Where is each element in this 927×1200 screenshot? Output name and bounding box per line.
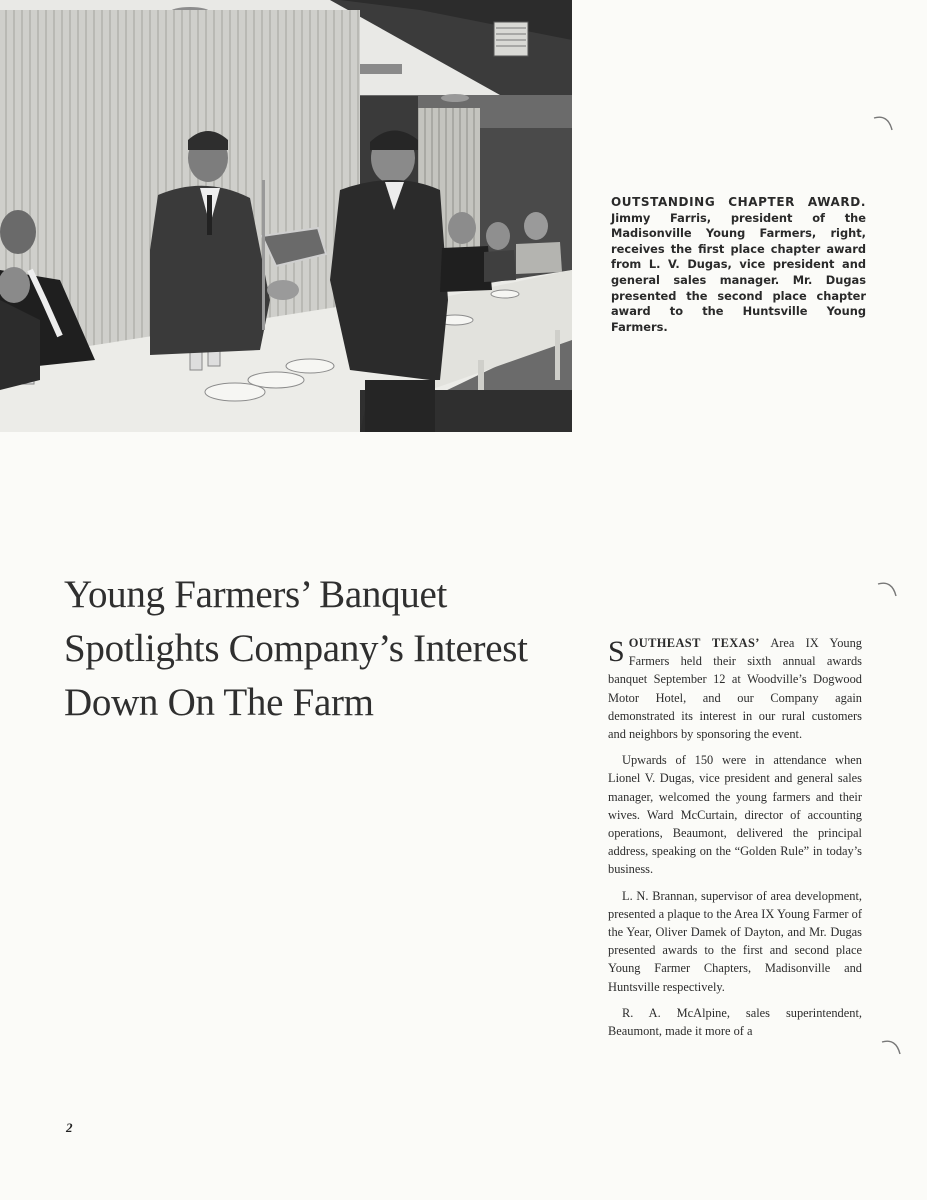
drop-cap: S — [608, 635, 625, 668]
banquet-photo — [0, 0, 572, 432]
article-paragraph-3: L. N. Brannan, supervisor of area development, presented a plaque to the Area IX Young Farmer of the Year, Oliver Damek of Dayton, and Mr. Dugas presented awards to the first and second place Young Farmer Chapters, Madisonville and Huntsville respectively. — [608, 888, 862, 994]
photo-caption — [611, 195, 866, 335]
banquet-photo-graphic — [0, 0, 572, 432]
paragraph-1-text: Area IX Young Farmers held their sixth annual awards banquet September 12 at Woodville’s Dogwood Motor Hotel, and our Company again demonstrated its interest in our rural customers and neighbors by sponsoring the event. — [608, 636, 862, 742]
headline-line-3: Down On The Farm — [64, 681, 374, 724]
caption-title: OUTSTANDING CHAPTER AWARD. — [611, 195, 866, 209]
article-headline — [64, 568, 594, 730]
headline-line-1: Young Farmers’ Banquet — [64, 573, 448, 616]
article-body — [608, 634, 862, 1048]
lead-caps: OUTHEAST TEXAS’ — [628, 636, 760, 650]
caption-body: Jimmy Farris, president of the Madisonville Young Farmers, right, receives the first place chapter award from L. V. Dugas, vice president and general sales manager. Mr. Dugas presented the second place chapter award to the Huntsville Young Farmers. — [611, 210, 866, 334]
punch-hole-mark-middle — [876, 578, 898, 600]
article-paragraph-2: Upwards of 150 were in attendance when Lionel V. Dugas, vice president and general sales manager, welcomed the young farmers and their wives. Ward McCurtain, director of accounting operations, Beaumont, delivered the principal address, speaking on the “Golden Rule” in today’s business. — [608, 753, 862, 877]
page-number: 2 — [66, 1120, 73, 1135]
article-paragraph-4: R. A. McAlpine, sales superintendent, Beaumont, made it more of a — [608, 1005, 862, 1039]
punch-hole-mark-top — [872, 112, 894, 134]
article-paragraph-1 — [608, 634, 862, 743]
punch-hole-mark-bottom — [880, 1036, 902, 1058]
headline-line-2: Spotlights Company’s Interest — [64, 627, 528, 670]
